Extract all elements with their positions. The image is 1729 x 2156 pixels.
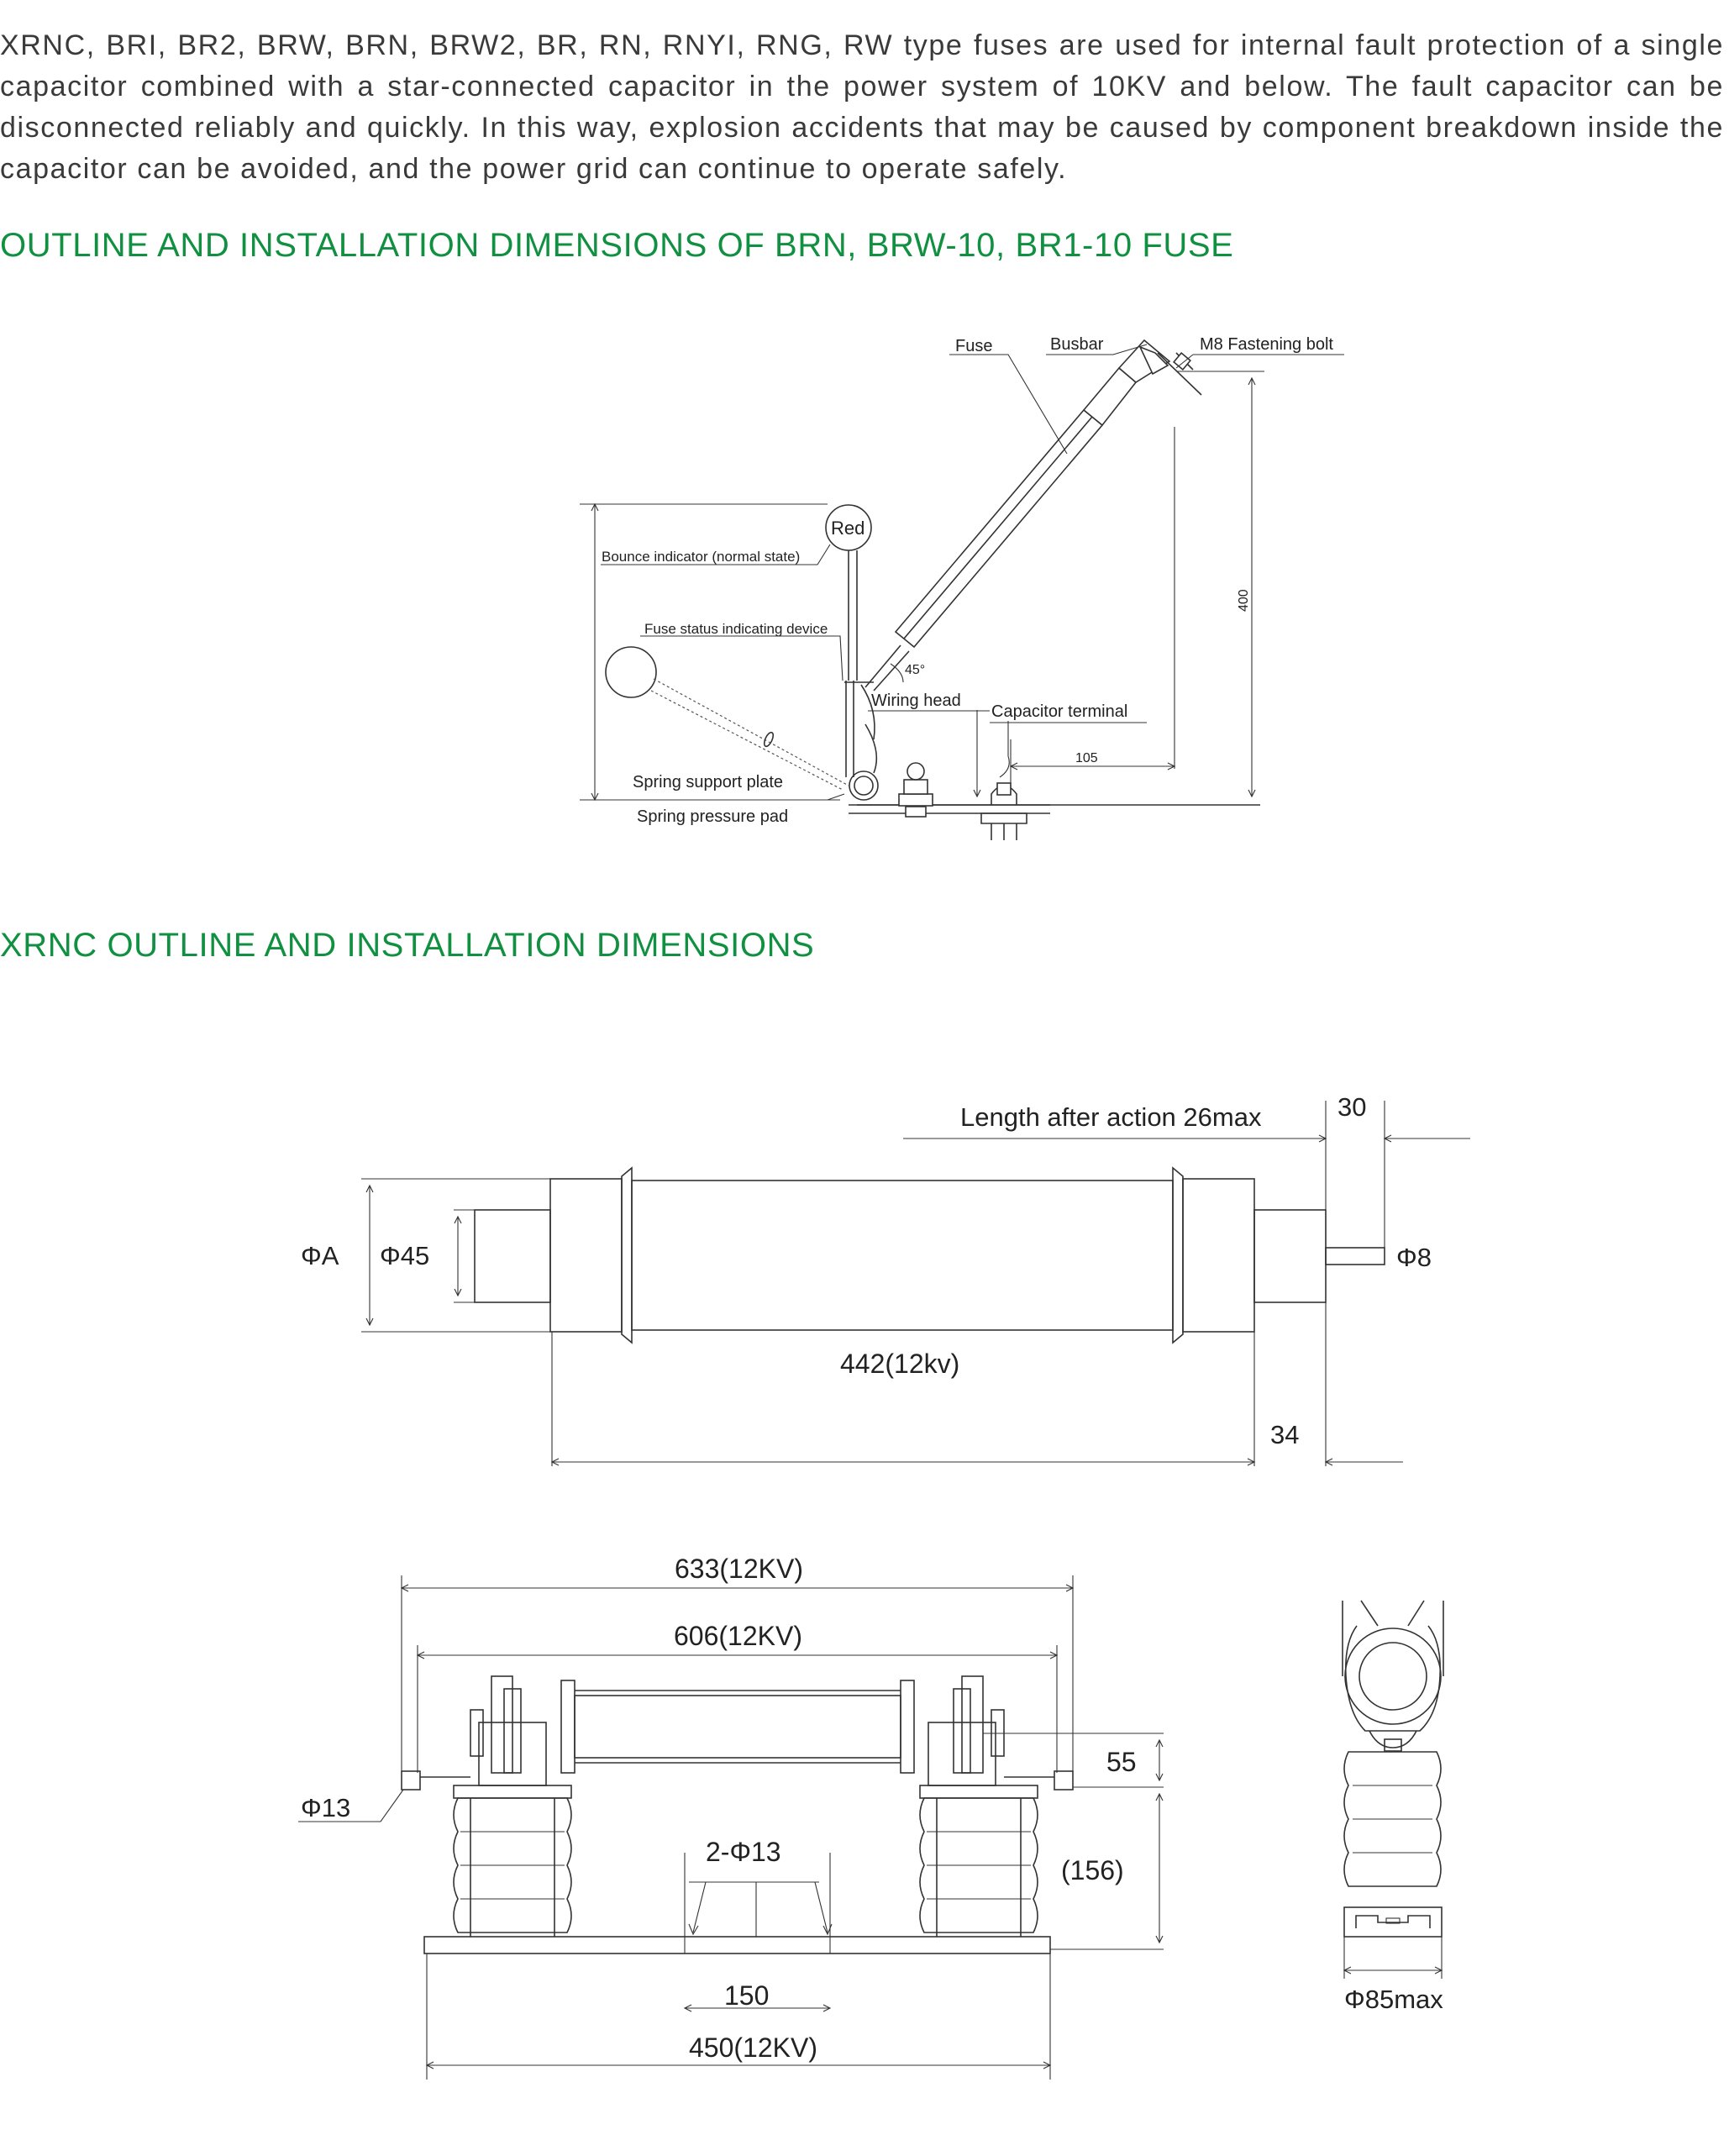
right-insulator bbox=[920, 1676, 1038, 1937]
dim-2-phi-13: 2-Φ13 bbox=[706, 1837, 781, 1867]
dim-450: 450(12KV) bbox=[689, 2032, 817, 2063]
label-fuse: Fuse bbox=[955, 337, 993, 355]
dim-phi-45: Φ45 bbox=[380, 1241, 430, 1270]
dim-442: 442(12kv) bbox=[840, 1349, 960, 1379]
label-busbar: Busbar bbox=[1050, 335, 1104, 354]
label-spring-support: Spring support plate bbox=[633, 773, 784, 791]
dim-phi-13: Φ13 bbox=[301, 1793, 351, 1822]
label-bounce-indicator: Bounce indicator (normal state) bbox=[602, 549, 801, 565]
label-status-device: Fuse status indicating device bbox=[644, 621, 828, 637]
dim-400: 400 bbox=[1237, 589, 1251, 612]
dim-633: 633(12KV) bbox=[675, 1554, 803, 1584]
dim-phi-85-max: Φ85max bbox=[1344, 1985, 1443, 2014]
dim-55: 55 bbox=[1106, 1747, 1137, 1777]
dim-105: 105 bbox=[1075, 751, 1098, 765]
heading-xrnc-dimensions: XRNC OUTLINE AND INSTALLATION DIMENSIONS bbox=[0, 927, 815, 964]
dim-150: 150 bbox=[724, 1980, 770, 2011]
dim-606: 606(12KV) bbox=[674, 1621, 802, 1651]
label-capacitor-terminal: Capacitor terminal bbox=[991, 702, 1128, 721]
dim-34: 34 bbox=[1270, 1420, 1300, 1449]
dim-phi-8: Φ8 bbox=[1396, 1243, 1432, 1272]
dim-30: 30 bbox=[1337, 1092, 1367, 1122]
label-angle: 45° bbox=[905, 663, 926, 677]
label-m8-bolt: M8 Fastening bolt bbox=[1200, 335, 1333, 354]
label-wiring-head: Wiring head bbox=[871, 691, 961, 710]
label-length-after-action: Length after action 26max bbox=[960, 1102, 1262, 1132]
dim-156: (156) bbox=[1061, 1855, 1124, 1885]
intro-paragraph: XRNC, BRI, BR2, BRW, BRN, BRW2, BR, RN, RNYI, RNG, RW type fuses are used for internal fault protection of a single capacitor combined with a star-connected capacitor in the power system of 10KV and below. The fault capacitor can be disconnected reliably and quickly. In this way, explosion accidents that may be caused by component breakdown inside the capacitor can be avoided, and the power grid can continue to operate safely. bbox=[0, 29, 1724, 185]
heading-brn-dimensions: OUTLINE AND INSTALLATION DIMENSIONS OF BRN, BRW-10, BR1-10 FUSE bbox=[0, 227, 1234, 264]
label-spring-pad: Spring pressure pad bbox=[637, 807, 789, 826]
xrnc-base-diagram bbox=[298, 1554, 1164, 2080]
xrnc-side-view bbox=[1343, 1601, 1443, 2014]
label-red: Red bbox=[831, 518, 865, 539]
xrnc-outline-diagram bbox=[301, 1092, 1470, 1466]
brn-installation-diagram bbox=[580, 335, 1344, 840]
left-insulator bbox=[454, 1676, 571, 1937]
dim-phi-a: ΦA bbox=[301, 1241, 339, 1270]
